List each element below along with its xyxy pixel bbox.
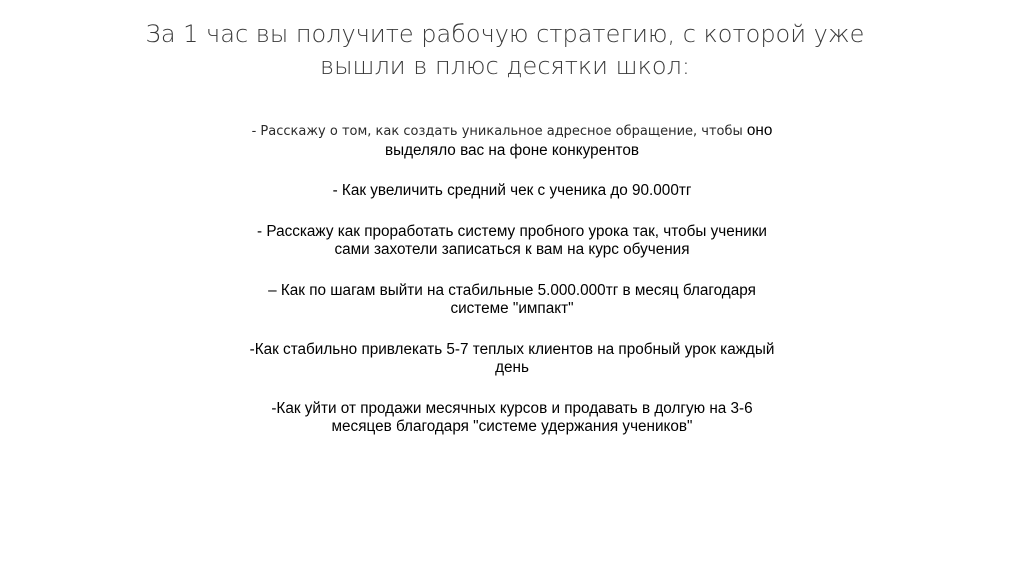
list-item-long-sales — [220, 400, 804, 437]
list-item-line: -Как стабильно привлекать 5-7 теплых клиентов на пробный урок каждый — [249, 340, 775, 358]
list-item-line: - Как увеличить средний чек с ученика до 90.000тг — [332, 182, 692, 199]
list-item-warm-clients — [220, 341, 804, 378]
list-item-line: – Как по шагам выйти на стабильные 5.000.000тг в месяц благодаря — [268, 281, 756, 299]
list-item-average-check — [220, 182, 804, 201]
list-item-stable-income — [220, 282, 804, 319]
list-item-line-main: - Расскажу о том, как создать уникальное адресное обращение, чтобы — [251, 124, 743, 139]
list-item-unique-address — [220, 122, 804, 160]
list-item-trial-lesson — [220, 223, 804, 260]
list-item-line: -Как уйти от продажи месячных курсов и продавать в долгую на 3-6 — [271, 399, 753, 417]
list-item-line: месяцев благодаря "системе удержания учеников" — [331, 418, 693, 435]
list-item-line: сами захотели записаться к вам на курс обучения — [334, 241, 690, 258]
slide-title-line-1: За 1 час вы получите рабочую стратегию, с которой уже — [145, 20, 865, 48]
slide-title — [100, 18, 910, 82]
list-item-line: системе "импакт" — [450, 300, 574, 317]
list-item-line: день — [495, 359, 529, 376]
list-item-line: - Расскажу как проработать систему пробного урока так, чтобы ученики — [257, 222, 767, 240]
list-item-line: выделяло вас на фоне конкурентов — [384, 141, 640, 159]
list-item-line-tail: оно — [746, 122, 773, 139]
bullet-list — [220, 122, 804, 459]
list-item-line — [220, 122, 804, 142]
slide-title-line-2: вышли в плюс десятки школ: — [320, 52, 690, 80]
